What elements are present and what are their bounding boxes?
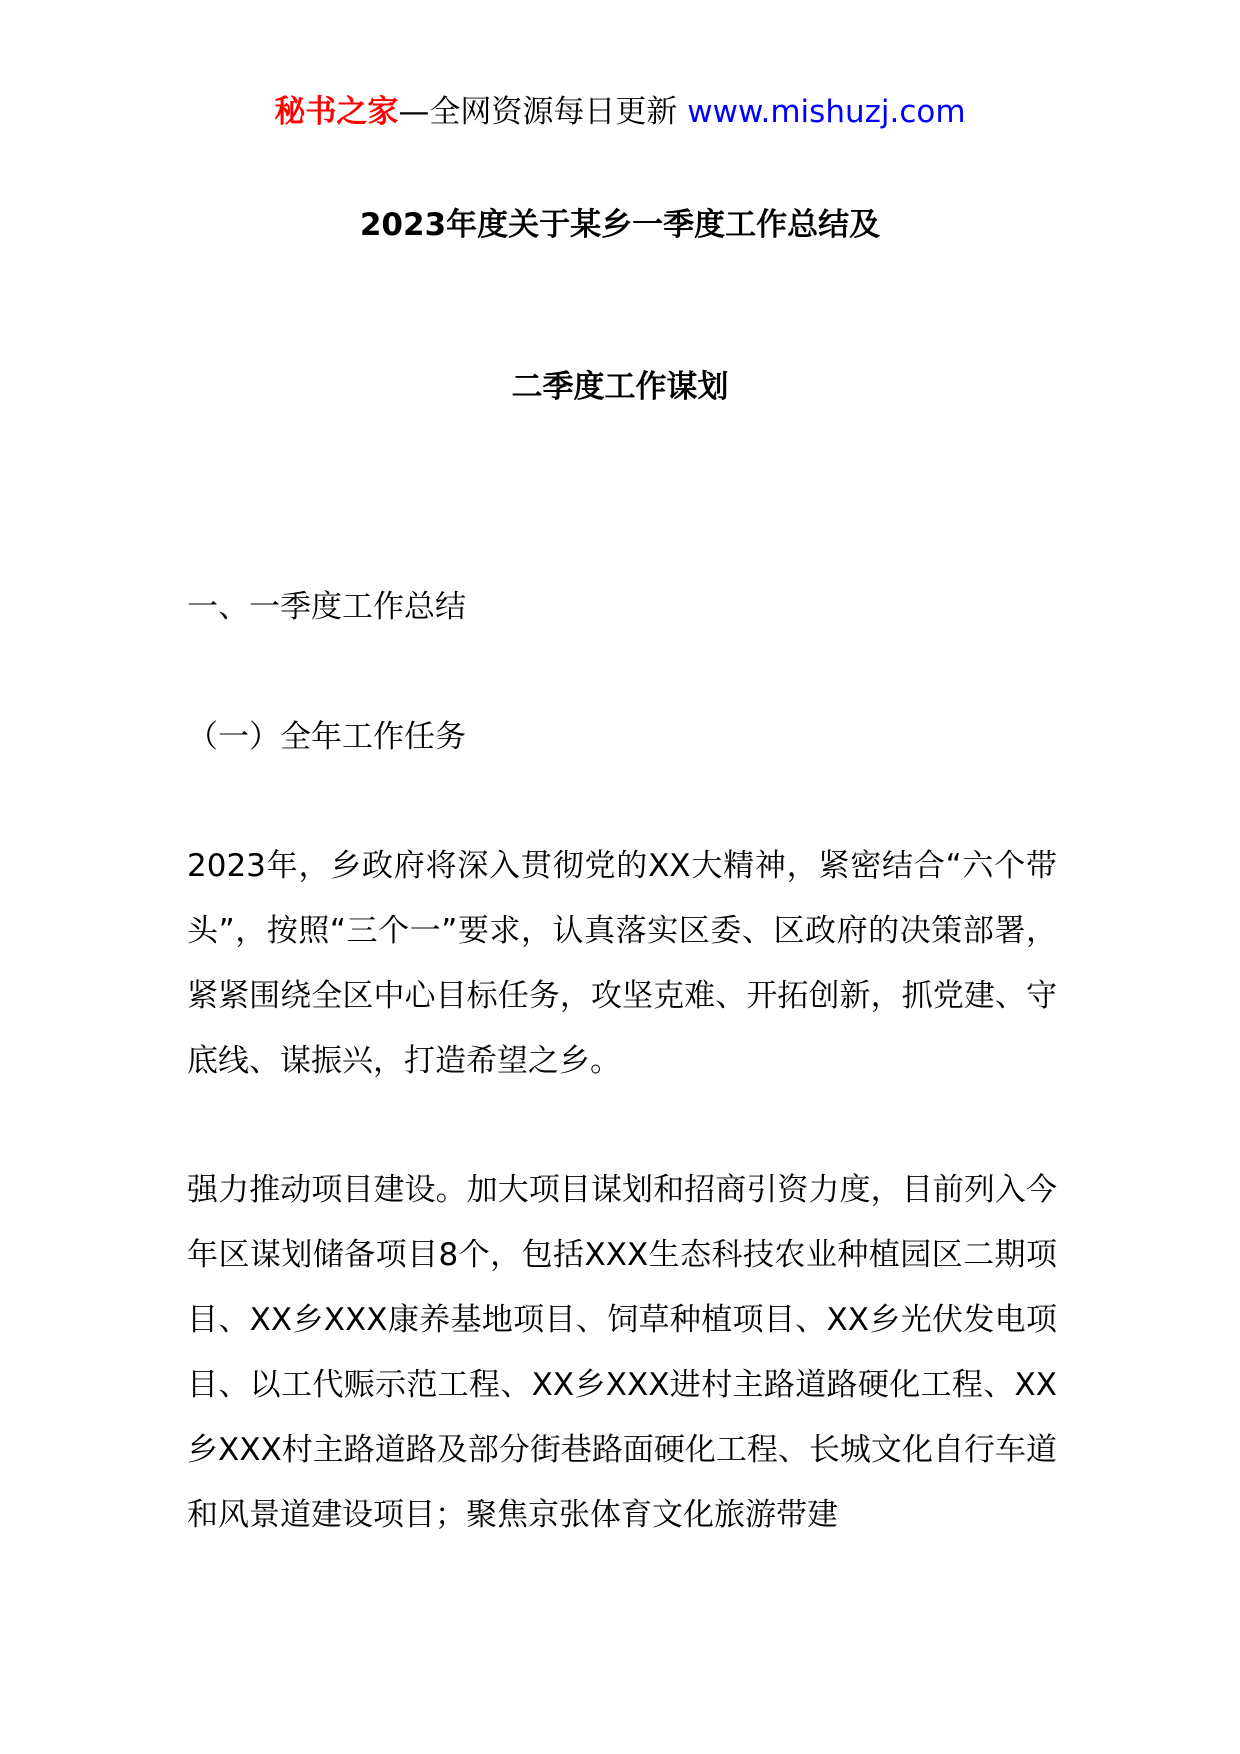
- subsection-heading: （一）全年工作任务: [187, 719, 466, 755]
- brand-name: 秘书之家: [274, 94, 399, 130]
- site-url-link[interactable]: www.mishuzj.com: [687, 94, 966, 130]
- document-title-line-2: 二季度工作谋划: [511, 369, 729, 405]
- section-heading: 一、一季度工作总结: [187, 589, 466, 625]
- document-title-line-1: 2023年度关于某乡一季度工作总结及: [359, 207, 881, 243]
- body-paragraph-2: 强力推动项目建设。加大项目谋划和招商引资力度，目前列入今年区谋划储备项目8个，包括XXX生态科技农业种植园区二期项目、XX乡XXX康养基地项目、饲草种植项目、XX乡光伏发电项目、以工代赈示范工程、XX乡XXX进村主路道路硬化工程、XX乡XXX村主路道路及部分街巷路面硬化工程、长城文化自行车道和风景道建设项目；聚焦京张体育文化旅游带建: [187, 1172, 1057, 1533]
- header-tagline: —全网资源每日更新: [398, 94, 688, 130]
- body-paragraph-1: 2023年，乡政府将深入贯彻党的XX大精神，紧密结合“六个带头”，按照“三个一”要求，认真落实区委、区政府的决策部署，紧紧围绕全区中心目标任务，攻坚克难、开拓创新，抓党建、守底线、谋振兴，打造希望之乡。: [187, 848, 1057, 1079]
- site-header: [0, 92, 1240, 132]
